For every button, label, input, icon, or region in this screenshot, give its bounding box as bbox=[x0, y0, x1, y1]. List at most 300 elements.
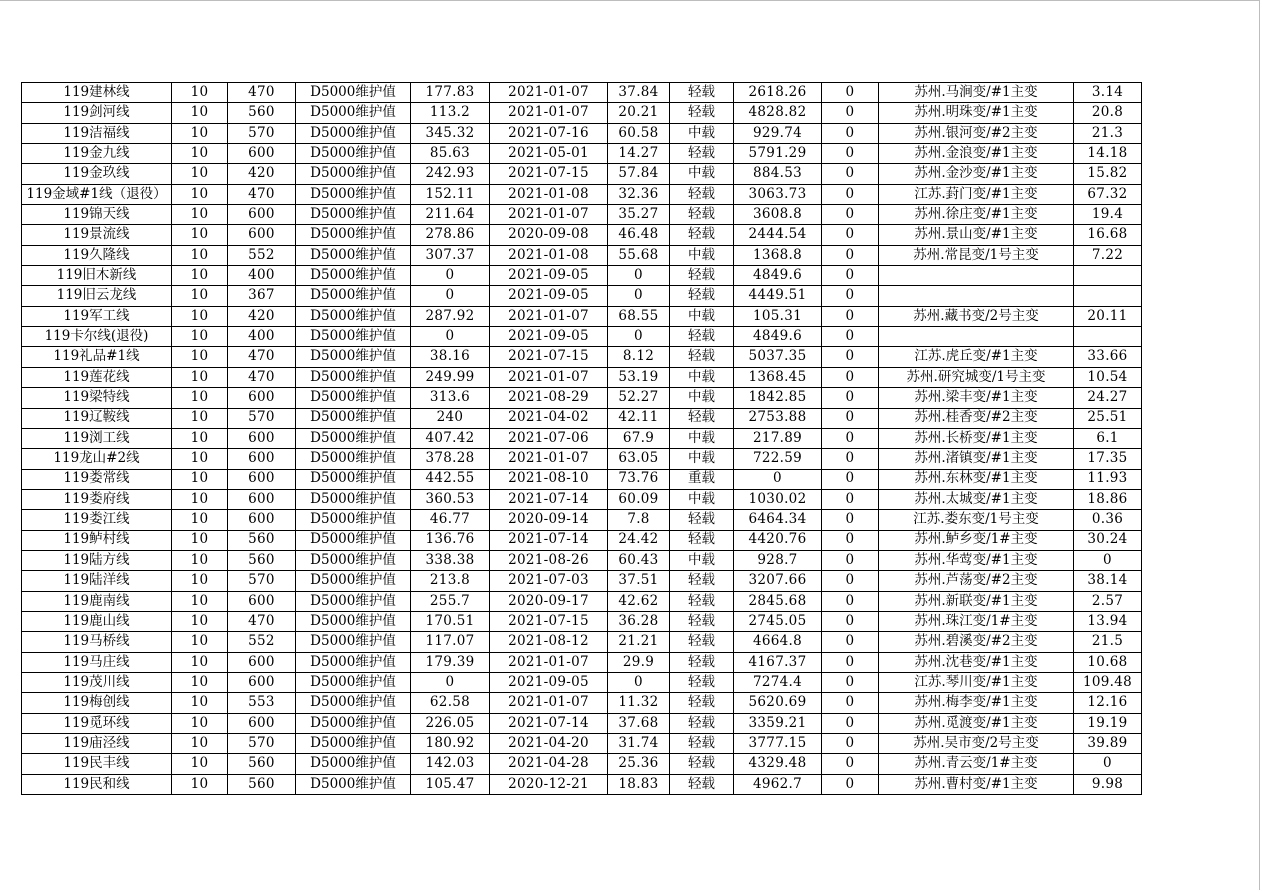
load-rate-cell: 11.32 bbox=[608, 693, 670, 713]
last-value-cell: 10.68 bbox=[1074, 652, 1142, 672]
current-cell: 136.76 bbox=[411, 530, 490, 550]
capacity-cell: 400 bbox=[228, 266, 296, 286]
zero-cell: 0 bbox=[822, 449, 879, 469]
line-name-cell: 119觅环线 bbox=[22, 713, 172, 733]
zero-cell: 0 bbox=[822, 428, 879, 448]
substation-cell: 苏州.碧溪变/#2主变 bbox=[879, 632, 1074, 652]
substation-cell: 苏州.梅李变/#1主变 bbox=[879, 693, 1074, 713]
load-level-cell: 轻载 bbox=[670, 672, 734, 692]
voltage-cell: 10 bbox=[172, 103, 228, 123]
substation-cell: 苏州.金沙变/#1主变 bbox=[879, 164, 1074, 184]
line-name-cell: 119礼品#1线 bbox=[22, 347, 172, 367]
zero-cell: 0 bbox=[822, 123, 879, 143]
date-cell: 2021-05-01 bbox=[490, 144, 608, 164]
table-body bbox=[22, 83, 1142, 795]
current-cell: 142.03 bbox=[411, 754, 490, 774]
load-level-cell: 轻载 bbox=[670, 591, 734, 611]
margin-cell: 4420.76 bbox=[734, 530, 822, 550]
margin-cell: 4449.51 bbox=[734, 286, 822, 306]
voltage-cell: 10 bbox=[172, 83, 228, 103]
capacity-cell: 600 bbox=[228, 225, 296, 245]
current-cell: 38.16 bbox=[411, 347, 490, 367]
load-level-cell: 轻载 bbox=[670, 327, 734, 347]
zero-cell: 0 bbox=[822, 184, 879, 204]
load-rate-cell: 63.05 bbox=[608, 449, 670, 469]
voltage-cell: 10 bbox=[172, 123, 228, 143]
table-row bbox=[22, 754, 1142, 774]
zero-cell: 0 bbox=[822, 266, 879, 286]
load-rate-cell: 14.27 bbox=[608, 144, 670, 164]
date-cell: 2021-04-28 bbox=[490, 754, 608, 774]
substation-cell: 苏州.梁丰变/#1主变 bbox=[879, 388, 1074, 408]
current-cell: 46.77 bbox=[411, 510, 490, 530]
last-value-cell: 6.1 bbox=[1074, 428, 1142, 448]
capacity-cell: 560 bbox=[228, 530, 296, 550]
last-value-cell: 20.11 bbox=[1074, 306, 1142, 326]
zero-cell: 0 bbox=[822, 469, 879, 489]
data-source-cell: D5000维护值 bbox=[296, 367, 411, 387]
load-level-cell: 中载 bbox=[670, 367, 734, 387]
line-name-cell: 119金域#1线（退役） bbox=[22, 184, 172, 204]
current-cell: 179.39 bbox=[411, 652, 490, 672]
line-name-cell: 119金玖线 bbox=[22, 164, 172, 184]
voltage-cell: 10 bbox=[172, 632, 228, 652]
zero-cell: 0 bbox=[822, 632, 879, 652]
zero-cell: 0 bbox=[822, 611, 879, 631]
table-row bbox=[22, 734, 1142, 754]
load-rate-cell: 55.68 bbox=[608, 245, 670, 265]
date-cell: 2021-07-16 bbox=[490, 123, 608, 143]
date-cell: 2021-08-26 bbox=[490, 550, 608, 570]
data-source-cell: D5000维护值 bbox=[296, 83, 411, 103]
date-cell: 2021-07-15 bbox=[490, 611, 608, 631]
data-source-cell: D5000维护值 bbox=[296, 611, 411, 631]
date-cell: 2021-07-06 bbox=[490, 428, 608, 448]
zero-cell: 0 bbox=[822, 571, 879, 591]
date-cell: 2021-09-05 bbox=[490, 286, 608, 306]
last-value-cell: 14.18 bbox=[1074, 144, 1142, 164]
zero-cell: 0 bbox=[822, 144, 879, 164]
last-value-cell: 12.16 bbox=[1074, 693, 1142, 713]
substation-cell: 苏州.吴市变/2号主变 bbox=[879, 734, 1074, 754]
line-name-cell: 119旧云龙线 bbox=[22, 286, 172, 306]
load-level-cell: 轻载 bbox=[670, 530, 734, 550]
current-cell: 0 bbox=[411, 672, 490, 692]
load-rate-cell: 60.09 bbox=[608, 489, 670, 509]
current-cell: 313.6 bbox=[411, 388, 490, 408]
substation-cell: 苏州.常昆变/1号主变 bbox=[879, 245, 1074, 265]
last-value-cell: 38.14 bbox=[1074, 571, 1142, 591]
load-level-cell: 中载 bbox=[670, 489, 734, 509]
capacity-cell: 400 bbox=[228, 327, 296, 347]
margin-cell: 6464.34 bbox=[734, 510, 822, 530]
line-name-cell: 119鲈村线 bbox=[22, 530, 172, 550]
capacity-cell: 420 bbox=[228, 164, 296, 184]
table-row bbox=[22, 388, 1142, 408]
capacity-cell: 600 bbox=[228, 591, 296, 611]
voltage-cell: 10 bbox=[172, 754, 228, 774]
table-row bbox=[22, 672, 1142, 692]
data-source-cell: D5000维护值 bbox=[296, 571, 411, 591]
substation-cell: 苏州.明珠变/#1主变 bbox=[879, 103, 1074, 123]
load-level-cell: 中载 bbox=[670, 428, 734, 448]
data-source-cell: D5000维护值 bbox=[296, 469, 411, 489]
current-cell: 0 bbox=[411, 266, 490, 286]
date-cell: 2021-01-07 bbox=[490, 306, 608, 326]
load-rate-cell: 25.36 bbox=[608, 754, 670, 774]
voltage-cell: 10 bbox=[172, 184, 228, 204]
load-rate-cell: 60.43 bbox=[608, 550, 670, 570]
load-level-cell: 轻载 bbox=[670, 286, 734, 306]
zero-cell: 0 bbox=[822, 388, 879, 408]
data-source-cell: D5000维护值 bbox=[296, 184, 411, 204]
current-cell: 105.47 bbox=[411, 774, 490, 794]
capacity-cell: 470 bbox=[228, 83, 296, 103]
voltage-cell: 10 bbox=[172, 144, 228, 164]
voltage-cell: 10 bbox=[172, 388, 228, 408]
date-cell: 2020-09-17 bbox=[490, 591, 608, 611]
current-cell: 407.42 bbox=[411, 428, 490, 448]
date-cell: 2021-07-14 bbox=[490, 530, 608, 550]
margin-cell: 2753.88 bbox=[734, 408, 822, 428]
date-cell: 2021-07-03 bbox=[490, 571, 608, 591]
voltage-cell: 10 bbox=[172, 164, 228, 184]
date-cell: 2020-12-21 bbox=[490, 774, 608, 794]
last-value-cell: 109.48 bbox=[1074, 672, 1142, 692]
line-name-cell: 119金九线 bbox=[22, 144, 172, 164]
data-source-cell: D5000维护值 bbox=[296, 205, 411, 225]
capacity-cell: 552 bbox=[228, 632, 296, 652]
data-source-cell: D5000维护值 bbox=[296, 652, 411, 672]
table-row bbox=[22, 632, 1142, 652]
zero-cell: 0 bbox=[822, 103, 879, 123]
table-row bbox=[22, 591, 1142, 611]
margin-cell: 105.31 bbox=[734, 306, 822, 326]
last-value-cell: 67.32 bbox=[1074, 184, 1142, 204]
zero-cell: 0 bbox=[822, 693, 879, 713]
load-level-cell: 轻载 bbox=[670, 103, 734, 123]
last-value-cell: 9.98 bbox=[1074, 774, 1142, 794]
last-value-cell: 18.86 bbox=[1074, 489, 1142, 509]
load-rate-cell: 57.84 bbox=[608, 164, 670, 184]
date-cell: 2021-01-07 bbox=[490, 103, 608, 123]
data-source-cell: D5000维护值 bbox=[296, 734, 411, 754]
date-cell: 2021-01-08 bbox=[490, 245, 608, 265]
current-cell: 226.05 bbox=[411, 713, 490, 733]
current-cell: 255.7 bbox=[411, 591, 490, 611]
voltage-cell: 10 bbox=[172, 205, 228, 225]
substation-cell: 苏州.长桥变/#1主变 bbox=[879, 428, 1074, 448]
zero-cell: 0 bbox=[822, 225, 879, 245]
data-source-cell: D5000维护值 bbox=[296, 347, 411, 367]
voltage-cell: 10 bbox=[172, 225, 228, 245]
zero-cell: 0 bbox=[822, 510, 879, 530]
last-value-cell: 15.82 bbox=[1074, 164, 1142, 184]
voltage-cell: 10 bbox=[172, 672, 228, 692]
line-name-cell: 119久隆线 bbox=[22, 245, 172, 265]
current-cell: 345.32 bbox=[411, 123, 490, 143]
date-cell: 2021-01-07 bbox=[490, 367, 608, 387]
last-value-cell: 30.24 bbox=[1074, 530, 1142, 550]
line-name-cell: 119茂川线 bbox=[22, 672, 172, 692]
last-value-cell: 21.3 bbox=[1074, 123, 1142, 143]
date-cell: 2021-01-07 bbox=[490, 652, 608, 672]
load-level-cell: 轻载 bbox=[670, 225, 734, 245]
table-row bbox=[22, 489, 1142, 509]
capacity-cell: 600 bbox=[228, 489, 296, 509]
table-row bbox=[22, 774, 1142, 794]
margin-cell: 4167.37 bbox=[734, 652, 822, 672]
last-value-cell: 0.36 bbox=[1074, 510, 1142, 530]
load-level-cell: 中载 bbox=[670, 123, 734, 143]
current-cell: 307.37 bbox=[411, 245, 490, 265]
line-name-cell: 119卡尔线(退役) bbox=[22, 327, 172, 347]
margin-cell: 3207.66 bbox=[734, 571, 822, 591]
last-value-cell: 21.5 bbox=[1074, 632, 1142, 652]
load-rate-cell: 20.21 bbox=[608, 103, 670, 123]
load-rate-cell: 0 bbox=[608, 286, 670, 306]
date-cell: 2021-07-15 bbox=[490, 347, 608, 367]
last-value-cell: 10.54 bbox=[1074, 367, 1142, 387]
margin-cell: 4664.8 bbox=[734, 632, 822, 652]
substation-cell: 苏州.景山变/#1主变 bbox=[879, 225, 1074, 245]
last-value-cell: 39.89 bbox=[1074, 734, 1142, 754]
current-cell: 242.93 bbox=[411, 164, 490, 184]
zero-cell: 0 bbox=[822, 205, 879, 225]
date-cell: 2021-01-07 bbox=[490, 205, 608, 225]
substation-cell: 苏州.曹村变/#1主变 bbox=[879, 774, 1074, 794]
load-rate-cell: 8.12 bbox=[608, 347, 670, 367]
date-cell: 2021-01-07 bbox=[490, 449, 608, 469]
voltage-cell: 10 bbox=[172, 449, 228, 469]
capacity-cell: 570 bbox=[228, 408, 296, 428]
data-source-cell: D5000维护值 bbox=[296, 123, 411, 143]
line-name-cell: 119陆方线 bbox=[22, 550, 172, 570]
load-level-cell: 重载 bbox=[670, 469, 734, 489]
substation-cell: 江苏.葑门变/#1主变 bbox=[879, 184, 1074, 204]
capacity-cell: 560 bbox=[228, 550, 296, 570]
data-source-cell: D5000维护值 bbox=[296, 144, 411, 164]
table-row bbox=[22, 367, 1142, 387]
substation-cell: 苏州.金浪变/#1主变 bbox=[879, 144, 1074, 164]
zero-cell: 0 bbox=[822, 591, 879, 611]
zero-cell: 0 bbox=[822, 164, 879, 184]
current-cell: 278.86 bbox=[411, 225, 490, 245]
substation-cell: 苏州.研究城变/1号主变 bbox=[879, 367, 1074, 387]
last-value-cell: 19.4 bbox=[1074, 205, 1142, 225]
last-value-cell: 24.27 bbox=[1074, 388, 1142, 408]
table-row bbox=[22, 103, 1142, 123]
current-cell: 338.38 bbox=[411, 550, 490, 570]
table-row bbox=[22, 266, 1142, 286]
table-row bbox=[22, 347, 1142, 367]
substation-cell: 苏州.珠江变/1#主变 bbox=[879, 611, 1074, 631]
margin-cell: 4849.6 bbox=[734, 266, 822, 286]
line-name-cell: 119龙山#2线 bbox=[22, 449, 172, 469]
zero-cell: 0 bbox=[822, 672, 879, 692]
line-name-cell: 119旧木新线 bbox=[22, 266, 172, 286]
line-name-cell: 119景流线 bbox=[22, 225, 172, 245]
margin-cell: 1368.8 bbox=[734, 245, 822, 265]
capacity-cell: 600 bbox=[228, 144, 296, 164]
line-name-cell: 119陆洋线 bbox=[22, 571, 172, 591]
last-value-cell: 11.93 bbox=[1074, 469, 1142, 489]
capacity-cell: 553 bbox=[228, 693, 296, 713]
line-name-cell: 119庙泾线 bbox=[22, 734, 172, 754]
line-name-cell: 119莲花线 bbox=[22, 367, 172, 387]
last-value-cell: 16.68 bbox=[1074, 225, 1142, 245]
capacity-cell: 367 bbox=[228, 286, 296, 306]
load-level-cell: 轻载 bbox=[670, 184, 734, 204]
line-name-cell: 119锦天线 bbox=[22, 205, 172, 225]
zero-cell: 0 bbox=[822, 306, 879, 326]
current-cell: 62.58 bbox=[411, 693, 490, 713]
substation-cell: 江苏.琴川变/#1主变 bbox=[879, 672, 1074, 692]
load-level-cell: 轻载 bbox=[670, 408, 734, 428]
zero-cell: 0 bbox=[822, 367, 879, 387]
load-rate-cell: 24.42 bbox=[608, 530, 670, 550]
voltage-cell: 10 bbox=[172, 611, 228, 631]
date-cell: 2021-08-29 bbox=[490, 388, 608, 408]
current-cell: 152.11 bbox=[411, 184, 490, 204]
capacity-cell: 470 bbox=[228, 611, 296, 631]
load-rate-cell: 42.11 bbox=[608, 408, 670, 428]
capacity-cell: 570 bbox=[228, 734, 296, 754]
date-cell: 2021-01-08 bbox=[490, 184, 608, 204]
current-cell: 85.63 bbox=[411, 144, 490, 164]
margin-cell: 1368.45 bbox=[734, 367, 822, 387]
last-value-cell: 20.8 bbox=[1074, 103, 1142, 123]
voltage-cell: 10 bbox=[172, 530, 228, 550]
table-row bbox=[22, 449, 1142, 469]
load-rate-cell: 0 bbox=[608, 327, 670, 347]
capacity-cell: 600 bbox=[228, 388, 296, 408]
table-row bbox=[22, 184, 1142, 204]
table-row bbox=[22, 693, 1142, 713]
current-cell: 442.55 bbox=[411, 469, 490, 489]
table-row bbox=[22, 510, 1142, 530]
date-cell: 2021-07-14 bbox=[490, 489, 608, 509]
date-cell: 2021-09-05 bbox=[490, 327, 608, 347]
zero-cell: 0 bbox=[822, 408, 879, 428]
voltage-cell: 10 bbox=[172, 550, 228, 570]
load-rate-cell: 67.9 bbox=[608, 428, 670, 448]
margin-cell: 722.59 bbox=[734, 449, 822, 469]
margin-cell: 3063.73 bbox=[734, 184, 822, 204]
zero-cell: 0 bbox=[822, 713, 879, 733]
substation-cell: 苏州.新联变/#1主变 bbox=[879, 591, 1074, 611]
capacity-cell: 560 bbox=[228, 103, 296, 123]
table-row bbox=[22, 83, 1142, 103]
load-level-cell: 轻载 bbox=[670, 205, 734, 225]
margin-cell: 2444.54 bbox=[734, 225, 822, 245]
voltage-cell: 10 bbox=[172, 571, 228, 591]
substation-cell bbox=[879, 266, 1074, 286]
substation-cell: 苏州.徐庄变/#1主变 bbox=[879, 205, 1074, 225]
margin-cell: 3359.21 bbox=[734, 713, 822, 733]
last-value-cell bbox=[1074, 327, 1142, 347]
data-source-cell: D5000维护值 bbox=[296, 713, 411, 733]
capacity-cell: 470 bbox=[228, 184, 296, 204]
data-source-cell: D5000维护值 bbox=[296, 428, 411, 448]
zero-cell: 0 bbox=[822, 530, 879, 550]
line-name-cell: 119辽鞍线 bbox=[22, 408, 172, 428]
current-cell: 287.92 bbox=[411, 306, 490, 326]
load-rate-cell: 46.48 bbox=[608, 225, 670, 245]
date-cell: 2021-01-07 bbox=[490, 83, 608, 103]
zero-cell: 0 bbox=[822, 734, 879, 754]
substation-cell: 苏州.觅渡变/#1主变 bbox=[879, 713, 1074, 733]
capacity-cell: 600 bbox=[228, 713, 296, 733]
margin-cell: 929.74 bbox=[734, 123, 822, 143]
zero-cell: 0 bbox=[822, 83, 879, 103]
load-level-cell: 中载 bbox=[670, 245, 734, 265]
line-name-cell: 119浏工线 bbox=[22, 428, 172, 448]
line-name-cell: 119马桥线 bbox=[22, 632, 172, 652]
voltage-cell: 10 bbox=[172, 469, 228, 489]
margin-cell: 5037.35 bbox=[734, 347, 822, 367]
margin-cell: 2845.68 bbox=[734, 591, 822, 611]
table-row bbox=[22, 713, 1142, 733]
data-source-cell: D5000维护值 bbox=[296, 408, 411, 428]
voltage-cell: 10 bbox=[172, 367, 228, 387]
substation-cell: 苏州.银河变/#2主变 bbox=[879, 123, 1074, 143]
table-row bbox=[22, 144, 1142, 164]
table-row bbox=[22, 530, 1142, 550]
line-name-cell: 119剑河线 bbox=[22, 103, 172, 123]
load-rate-cell: 35.27 bbox=[608, 205, 670, 225]
table-row bbox=[22, 571, 1142, 591]
table-row bbox=[22, 205, 1142, 225]
data-source-cell: D5000维护值 bbox=[296, 530, 411, 550]
load-rate-cell: 37.68 bbox=[608, 713, 670, 733]
margin-cell: 4828.82 bbox=[734, 103, 822, 123]
margin-cell: 5620.69 bbox=[734, 693, 822, 713]
load-rate-cell: 37.51 bbox=[608, 571, 670, 591]
load-rate-cell: 31.74 bbox=[608, 734, 670, 754]
last-value-cell bbox=[1074, 286, 1142, 306]
load-rate-cell: 21.21 bbox=[608, 632, 670, 652]
table-row bbox=[22, 550, 1142, 570]
date-cell: 2021-08-10 bbox=[490, 469, 608, 489]
data-source-cell: D5000维护值 bbox=[296, 489, 411, 509]
voltage-cell: 10 bbox=[172, 428, 228, 448]
load-level-cell: 轻载 bbox=[670, 347, 734, 367]
load-rate-cell: 32.36 bbox=[608, 184, 670, 204]
margin-cell: 928.7 bbox=[734, 550, 822, 570]
substation-cell: 苏州.芦荡变/#2主变 bbox=[879, 571, 1074, 591]
line-name-cell: 119梁特线 bbox=[22, 388, 172, 408]
current-cell: 170.51 bbox=[411, 611, 490, 631]
date-cell: 2021-04-20 bbox=[490, 734, 608, 754]
load-level-cell: 轻载 bbox=[670, 144, 734, 164]
capacity-cell: 600 bbox=[228, 205, 296, 225]
voltage-cell: 10 bbox=[172, 774, 228, 794]
date-cell: 2020-09-08 bbox=[490, 225, 608, 245]
data-source-cell: D5000维护值 bbox=[296, 225, 411, 245]
voltage-cell: 10 bbox=[172, 510, 228, 530]
substation-cell bbox=[879, 286, 1074, 306]
table-row bbox=[22, 327, 1142, 347]
table-row bbox=[22, 245, 1142, 265]
load-level-cell: 轻载 bbox=[670, 571, 734, 591]
margin-cell: 7274.4 bbox=[734, 672, 822, 692]
load-rate-cell: 0 bbox=[608, 266, 670, 286]
data-source-cell: D5000维护值 bbox=[296, 327, 411, 347]
load-rate-cell: 73.76 bbox=[608, 469, 670, 489]
date-cell: 2021-07-14 bbox=[490, 713, 608, 733]
capacity-cell: 600 bbox=[228, 469, 296, 489]
